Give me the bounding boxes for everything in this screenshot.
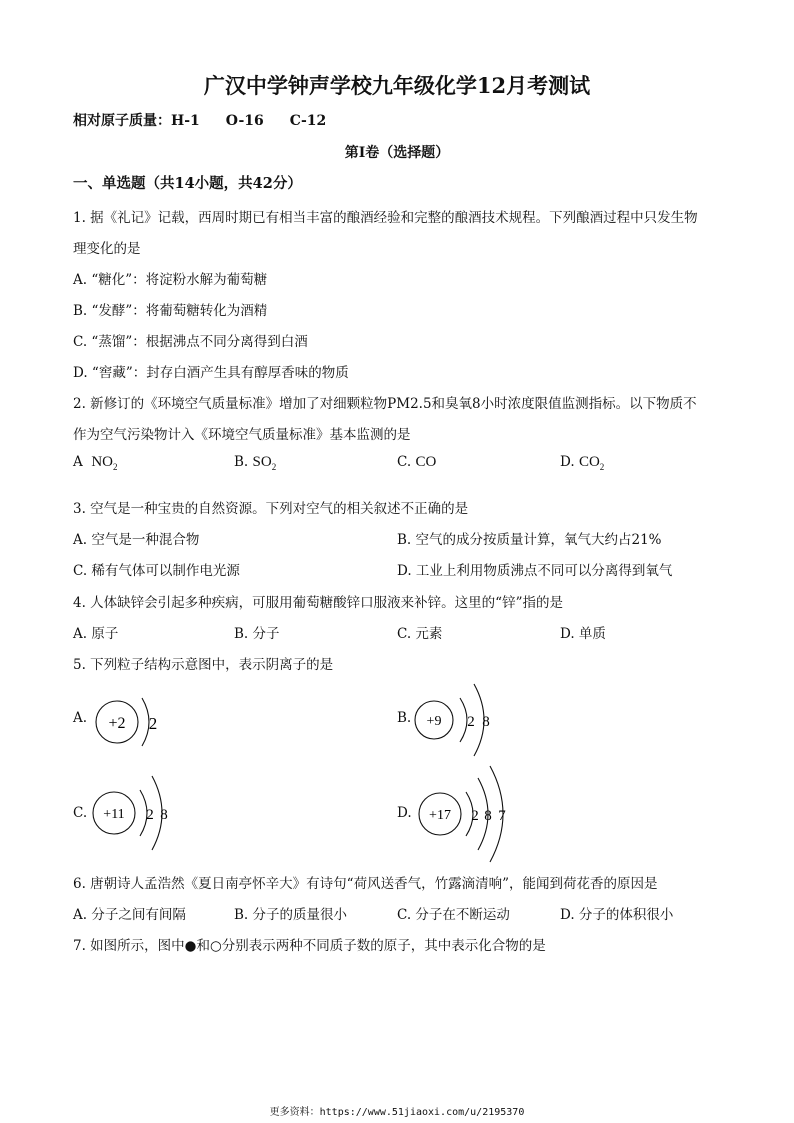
q5-diagram-b-shell-2: 8	[482, 714, 490, 730]
q2-option-a-letter: A	[73, 454, 83, 470]
q1-option-d: D. “窖藏”：封存白酒产生具有醇厚香味的物质	[73, 365, 349, 381]
q5-option-d-letter: D.	[397, 805, 412, 821]
q5-diagram-d-nucleus: +17	[429, 808, 451, 823]
q5-diagram-a-nucleus: +2	[108, 715, 126, 732]
q1-option-c: C. “蒸馏”：根据沸点不同分离得到白酒	[73, 334, 308, 350]
atomic-mass-h: H-1	[171, 113, 200, 129]
q2-option-a-sub: 2	[113, 462, 118, 472]
q5-diagram-d-shell-1: 2	[471, 808, 479, 824]
q4-option-c: C. 元素	[397, 626, 443, 642]
q5-diagram-c-shell-1: 2	[146, 807, 154, 823]
q2-option-b-sub: 2	[271, 462, 277, 472]
q5-diagram-b-shell-1: 2	[467, 714, 475, 730]
q2-option-b-letter: B.	[234, 454, 249, 470]
q5-stem: 5. 下列粒子结构示意图中，表示阴离子的是	[73, 657, 334, 673]
q2-stem-line1: 2. 新修订的《环境空气质量标准》增加了对细颗粒物PM2.5和臭氧8小时浓度限值监测指标。以下物质不	[73, 396, 697, 412]
q2-option-b-formula: SO	[252, 454, 272, 470]
q6-option-d: D. 分子的体积很小	[560, 907, 674, 923]
q5-diagram-c	[90, 770, 210, 860]
atomic-mass-o: O-16	[225, 113, 264, 129]
q7-stem: 7. 如图所示，图中●和○分别表示两种不同质子数的原子，其中表示化合物的是	[73, 938, 546, 954]
q5-diagram-d-shell-3: 7	[498, 808, 506, 824]
q2-stem-line2: 作为空气污染物计入《环境空气质量标准》基本监测的是	[73, 427, 411, 443]
q3-option-b: B. 空气的成分按质量计算，氧气大约占21%	[397, 532, 662, 548]
q6-option-b: B. 分子的质量很小	[234, 907, 348, 923]
q6-option-a: A. 分子之间有间隔	[73, 907, 186, 923]
q4-option-d: D. 单质	[560, 626, 606, 642]
q5-option-a-letter: A.	[73, 710, 88, 726]
q3-option-d: D. 工业上利用物质沸点不同可以分离得到氧气	[397, 563, 673, 579]
q5-diagram-c-nucleus: +11	[103, 807, 125, 822]
q5-diagram-d-shell-2: 8	[484, 808, 492, 824]
atomic-mass-label: 相对原子质量：	[73, 113, 171, 129]
q3-option-a: A. 空气是一种混合物	[73, 532, 200, 548]
q3-stem: 3. 空气是一种宝贵的自然资源。下列对空气的相关叙述不正确的是	[73, 501, 469, 517]
q2-option-c-letter: C.	[397, 454, 412, 470]
volume-heading: 第Ⅰ卷（选择题）	[344, 145, 450, 161]
q6-option-c: C. 分子在不断运动	[397, 907, 510, 923]
q5-diagram-c-shell-2: 8	[160, 807, 168, 823]
q5-diagram-d	[414, 764, 544, 864]
q6-stem: 6. 唐朝诗人孟浩然《夏日南亭怀辛大》有诗句“荷风送香气，竹露滴清响”，能闻到荷花香的原因是	[73, 876, 658, 892]
q1-stem-line2: 理变化的是	[73, 241, 141, 257]
q4-option-b: B. 分子	[234, 626, 280, 642]
q2-option-b	[234, 454, 276, 472]
atomic-mass-line	[73, 110, 326, 130]
q5-diagram-a	[90, 688, 200, 758]
q5-option-b-letter: B.	[397, 710, 412, 726]
q3-option-c: C. 稀有气体可以制作电光源	[73, 563, 240, 579]
q1-stem-line1: 1. 据《礼记》记载，西周时期已有相当丰富的酿酒经验和完整的酿酒技术规程。下列酿酒过程中只发生物	[73, 210, 698, 226]
q5-diagram-b-shell-1-arc	[460, 698, 467, 742]
q5-option-c-letter: C.	[73, 805, 88, 821]
q2-option-d	[560, 454, 604, 472]
q5-diagram-b-nucleus: +9	[426, 714, 442, 729]
q4-option-a: A. 原子	[73, 626, 119, 642]
q2-option-d-formula: CO	[578, 454, 600, 470]
q4-stem: 4. 人体缺锌会引起多种疾病，可服用葡萄糖酸锌口服液来补锌。这里的“锌”指的是	[73, 595, 563, 611]
q5-diagram-b	[414, 678, 534, 768]
q1-option-b: B. “发酵”：将葡萄糖转化为酒精	[73, 303, 268, 319]
page-title: 广汉中学钟声学校九年级化学12月考测试	[203, 73, 591, 98]
q2-option-a	[73, 454, 118, 472]
q2-option-c	[397, 454, 436, 471]
q1-option-a: A. “糖化”：将淀粉水解为葡萄糖	[73, 272, 268, 288]
q2-option-a-formula: NO	[91, 454, 114, 470]
section-heading: 一、单选题（共14小题，共42分）	[73, 175, 302, 192]
q2-option-c-formula: CO	[415, 454, 437, 470]
q5-diagram-a-shell-1: 2	[148, 714, 158, 733]
q2-option-d-sub: 2	[599, 462, 605, 472]
q2-option-d-letter: D.	[560, 454, 575, 470]
atomic-mass-c: C-12	[289, 113, 327, 129]
footer-link[interactable]: 更多资料：https://www.51jiaoxi.com/u/2195370	[269, 1107, 525, 1118]
